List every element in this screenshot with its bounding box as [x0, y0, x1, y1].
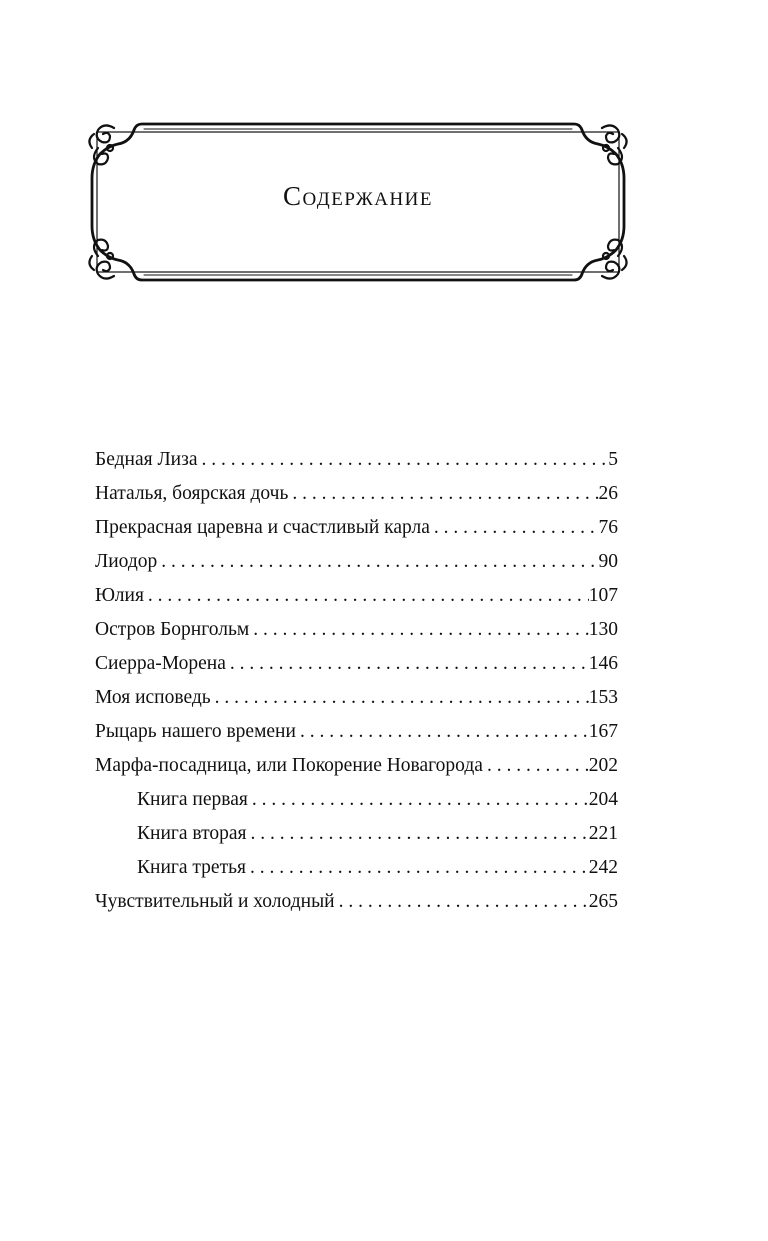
dot-leader — [197, 443, 608, 477]
toc-entry-page-number: 167 — [588, 721, 618, 742]
toc-entry-page-number: 221 — [588, 823, 618, 844]
toc-entry-title: Сиерра-Морена — [95, 653, 226, 674]
toc-entry-title: Прекрасная царевна и счастливый карла — [95, 517, 430, 538]
toc-entry[interactable] — [95, 817, 618, 851]
toc-entry[interactable] — [95, 749, 618, 783]
toc-entry-title: Книга первая — [137, 789, 248, 810]
toc-entry-title: Чувствительный и холодный — [95, 891, 335, 912]
toc-entry-title: Остров Борнгольм — [95, 619, 250, 640]
toc-entry[interactable] — [95, 443, 618, 477]
toc-entry[interactable] — [95, 511, 618, 545]
toc-entry[interactable] — [95, 851, 618, 885]
dot-leader — [157, 545, 598, 579]
dot-leader — [430, 511, 599, 545]
dot-leader — [288, 477, 598, 511]
dot-leader — [247, 817, 589, 851]
dot-leader — [144, 579, 589, 613]
toc-entry-page-number: 153 — [588, 687, 618, 708]
toc-entry-title: Рыцарь нашего времени — [95, 721, 296, 742]
toc-entry-page-number: 5 — [608, 449, 618, 470]
toc-entry-title: Наталья, боярская дочь — [95, 483, 289, 504]
toc-entry[interactable] — [95, 545, 618, 579]
dot-leader — [335, 885, 589, 919]
table-of-contents — [95, 443, 618, 919]
toc-entry-title: Марфа-посадница, или Покорение Новагорода — [95, 755, 483, 776]
toc-entry[interactable] — [95, 715, 618, 749]
dot-leader — [296, 715, 589, 749]
dot-leader — [248, 783, 589, 817]
toc-entry-title: Лиодор — [95, 551, 158, 572]
toc-entry-page-number: 76 — [598, 517, 618, 538]
toc-entry-title: Книга третья — [137, 857, 246, 878]
page-title: Содержание — [282, 181, 434, 211]
toc-entry-page-number: 146 — [588, 653, 618, 674]
toc-entry-title: Юлия — [95, 585, 144, 606]
toc-entry-page-number: 130 — [588, 619, 618, 640]
toc-entry-title: Бедная Лиза — [95, 449, 198, 470]
toc-entry[interactable] — [95, 647, 618, 681]
dot-leader — [483, 749, 589, 783]
toc-entry-title: Книга вторая — [137, 823, 247, 844]
toc-entry-page-number: 202 — [588, 755, 618, 776]
dot-leader — [226, 647, 589, 681]
toc-entry-title: Моя исповедь — [95, 687, 211, 708]
toc-entry-page-number: 90 — [598, 551, 618, 572]
dot-leader — [249, 613, 589, 647]
toc-entry-page-number: 26 — [598, 483, 618, 504]
dot-leader — [211, 681, 589, 715]
toc-entry[interactable] — [95, 681, 618, 715]
toc-entry-page-number: 265 — [588, 891, 618, 912]
toc-entry-page-number: 107 — [588, 585, 618, 606]
toc-entry-page-number: 242 — [588, 857, 618, 878]
toc-entry[interactable] — [95, 579, 618, 613]
dot-leader — [246, 851, 589, 885]
toc-entry[interactable] — [95, 783, 618, 817]
toc-entry[interactable] — [95, 477, 618, 511]
toc-entry-page-number: 204 — [588, 789, 618, 810]
toc-entry[interactable] — [95, 613, 618, 647]
toc-entry[interactable] — [95, 885, 618, 919]
